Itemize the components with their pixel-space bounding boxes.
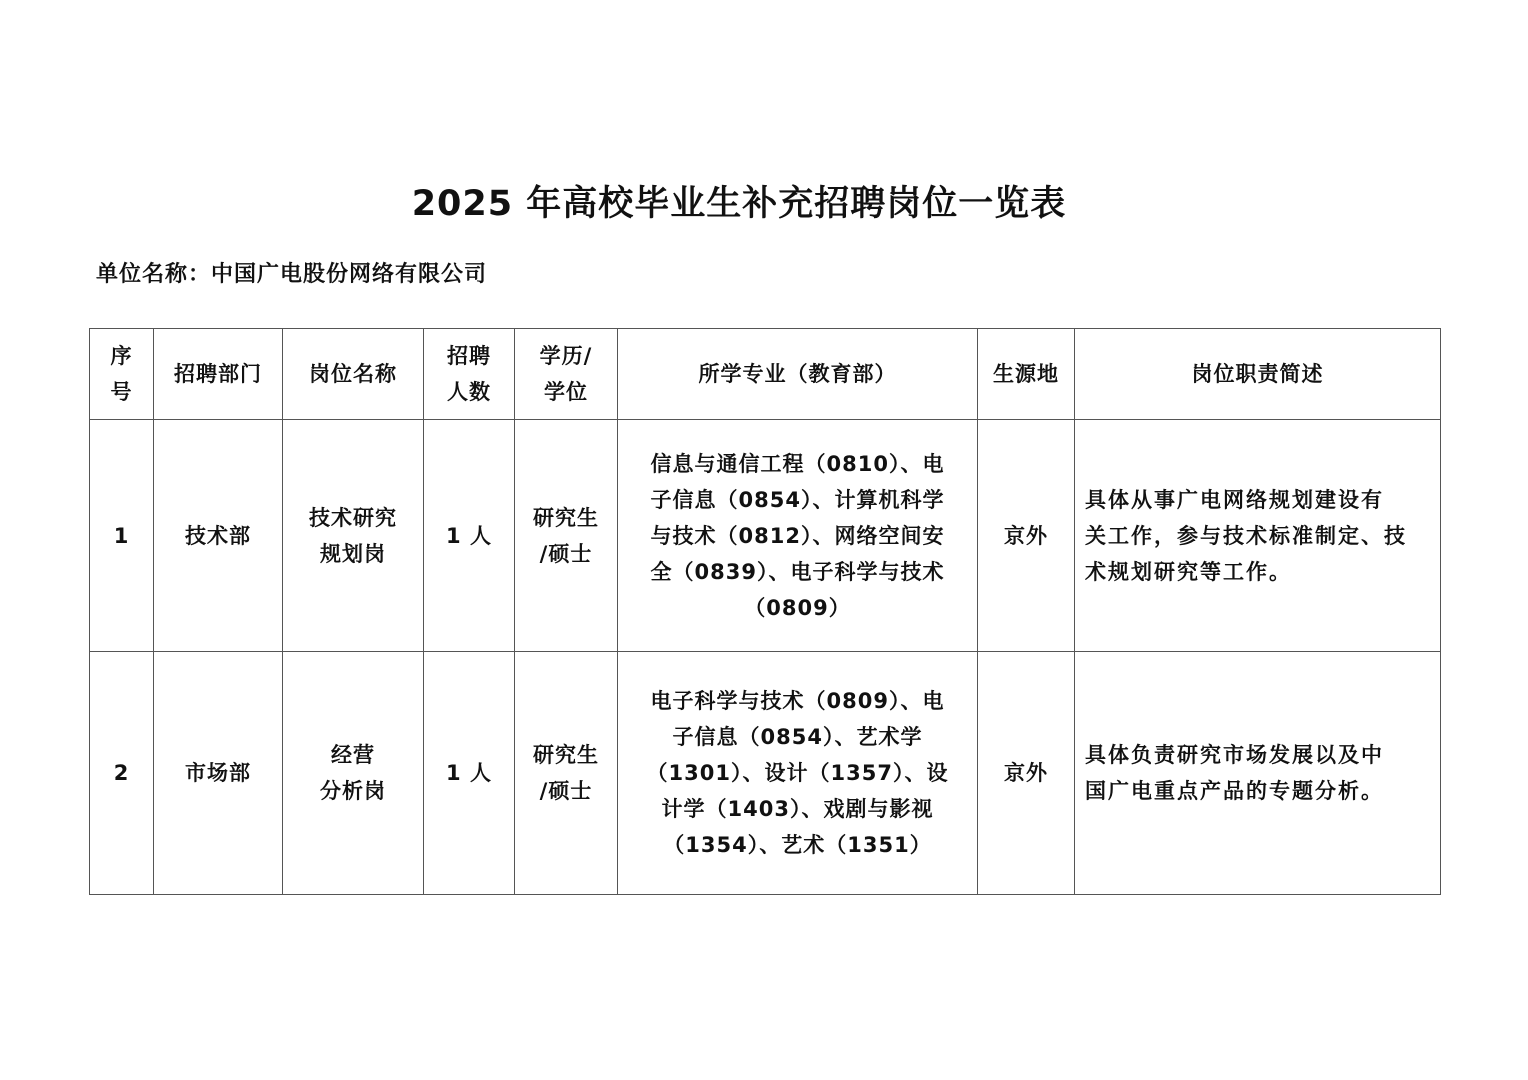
header-dept: 招聘部门 xyxy=(154,329,283,420)
cell-duty: 具体负责研究市场发展以及中 国广电重点产品的专题分析。 xyxy=(1075,652,1441,895)
cell-dept: 市场部 xyxy=(154,652,283,895)
cell-seq: 1 xyxy=(90,420,154,652)
unit-name-label: 单位名称：中国广电股份网络有限公司 xyxy=(96,262,488,287)
cell-position: 技术研究 规划岗 xyxy=(283,420,424,652)
cell-count: 1 人 xyxy=(424,652,515,895)
table-row xyxy=(90,652,1441,895)
cell-degree: 研究生 /硕士 xyxy=(515,652,618,895)
header-degree: 学历/ 学位 xyxy=(515,329,618,420)
header-seq: 序 号 xyxy=(90,329,154,420)
cell-duty: 具体从事广电网络规划建设有 关工作，参与技术标准制定、技 术规划研究等工作。 xyxy=(1075,420,1441,652)
cell-seq: 2 xyxy=(90,652,154,895)
header-major: 所学专业（教育部） xyxy=(618,329,978,420)
page-title: 2025 年高校毕业生补充招聘岗位一览表 xyxy=(411,184,1067,224)
cell-origin: 京外 xyxy=(978,652,1075,895)
header-position: 岗位名称 xyxy=(283,329,424,420)
cell-position: 经营 分析岗 xyxy=(283,652,424,895)
header-origin: 生源地 xyxy=(978,329,1075,420)
cell-degree: 研究生 /硕士 xyxy=(515,420,618,652)
cell-dept: 技术部 xyxy=(154,420,283,652)
positions-table xyxy=(89,328,1441,895)
cell-major: 电子科学与技术（0809）、电 子信息（0854）、艺术学 （1301）、设计（1357）、设 计学（1403）、戏剧与影视 （1354）、艺术（1351） xyxy=(618,652,978,895)
table-row xyxy=(90,420,1441,652)
table-header-row xyxy=(90,329,1441,420)
header-count: 招聘 人数 xyxy=(424,329,515,420)
header-duty: 岗位职责简述 xyxy=(1075,329,1441,420)
cell-origin: 京外 xyxy=(978,420,1075,652)
cell-count: 1 人 xyxy=(424,420,515,652)
cell-major: 信息与通信工程（0810）、电 子信息（0854）、计算机科学 与技术（0812）、网络空间安 全（0839）、电子科学与技术 （0809） xyxy=(618,420,978,652)
